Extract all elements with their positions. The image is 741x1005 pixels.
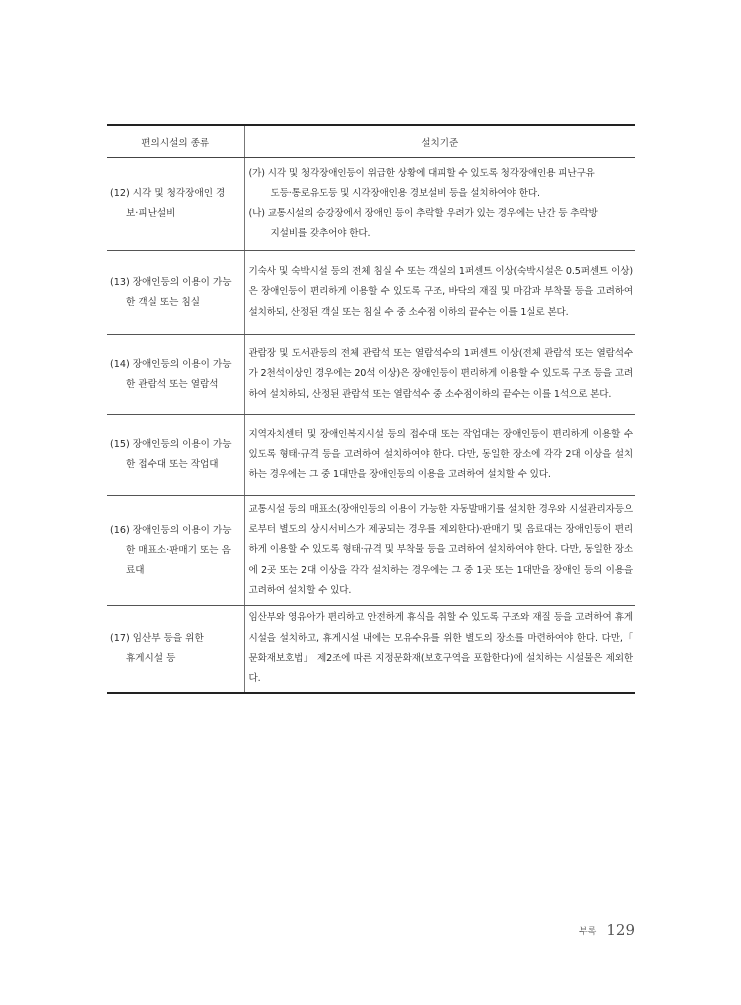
facility-name-line: (13) 장애인등의 이용이 가능	[110, 276, 232, 288]
table-row	[107, 251, 635, 335]
facility-name-line: 한 매표소·판매기 또는 음	[126, 544, 231, 556]
standard-item-line: (가) 시각 및 청각장애인등이 위급한 상황에 대피할 수 있도록 청각장애인용 피난구유	[248, 167, 595, 179]
facility-name-line: 휴게시설 등	[126, 652, 176, 664]
standard-item-line: 지설비를 갖추어야 한다.	[270, 228, 371, 240]
facility-name	[109, 435, 242, 475]
facility-standards-table	[107, 124, 635, 694]
page-footer	[579, 920, 635, 940]
facility-name-line: (15) 장애인등의 이용이 가능	[110, 439, 232, 450]
standard-item-line: 도등·통로유도등 및 시각장애인용 경보설비 등을 설치하여야 한다.	[270, 187, 540, 199]
standard-item	[249, 204, 634, 244]
facility-name-line: (12) 시각 및 청각장애인 경	[110, 188, 226, 199]
facility-name	[109, 184, 242, 224]
facility-name-line: 한 관람석 또는 열람석	[126, 378, 219, 390]
header-installation-standard: 설치기준	[244, 125, 635, 158]
facility-name-line: 한 접수대 또는 작업대	[126, 459, 219, 470]
appendix-label: 부록	[578, 926, 597, 937]
standard-cell: 관람장 및 도서관등의 전체 관람석 또는 열람석수의 1퍼센트 이상(전체 관람석 또는 열람석수가 2천석이상인 경우에는 20석 이상)은 장애인등이 편리하게 이용할 수 있도록 구조 등을 고려하여 설치하되, 산정된 관람석 또는 열람석수 중 소수점이하의 끝수는 이를 1석으로 본다.	[244, 335, 635, 415]
standard-item	[249, 164, 634, 204]
header-facility-type: 편의시설의 종류	[107, 125, 244, 158]
facility-type-cell	[107, 335, 244, 415]
standard-item-line: (나) 교통시설의 승강장에서 장애인 등이 추락할 우려가 있는 경우에는 난간 등 추락방	[248, 208, 598, 219]
table-row	[107, 606, 635, 693]
facility-name-line: (17) 임산부 등을 위한	[110, 632, 204, 644]
standard-cell: 기숙사 및 숙박시설 등의 전체 침실 수 또는 객실의 1퍼센트 이상(숙박시설은 0.5퍼센트 이상)은 장애인등이 편리하게 이용할 수 있도록 구조, 바닥의 재질 및 마감과 부착물 등을 고려하여 설치하되, 산정된 객실 또는 침실 수 중 소수점 이하의 끝수는 이를 1실로 본다.	[244, 251, 635, 335]
table-row	[107, 496, 635, 606]
facility-name-line: 료대	[126, 564, 145, 576]
standard-cell: 지역자치센터 및 장애인복지시설 등의 접수대 또는 작업대는 장애인등이 편리하게 이용할 수 있도록 형태·규격 등을 고려하여 설치하여야 한다. 다만, 동일한 장소에 각각 2대 이상을 설치하는 경우에는 그 중 1대만을 장애인등의 이용을 고려하여 설치할 수 있다.	[244, 415, 635, 496]
page-number: 129	[606, 921, 635, 939]
facility-type-cell	[107, 606, 244, 693]
facility-name	[109, 629, 242, 669]
facility-type-cell	[107, 415, 244, 496]
standard-cell: 교통시설 등의 매표소(장애인등의 이용이 가능한 자동발매기를 설치한 경우와 시설관리자등으로부터 별도의 상시서비스가 제공되는 경우를 제외한다)·판매기 및 음료대는 장애인등이 편리하게 이용할 수 있도록 형태·규격 및 부착물 등을 고려하여 설치하여야 한다. 다만, 동일한 장소에 2곳 또는 2대 이상을 각각 설치하는 경우에는 그 중 1곳 또는 1대만을 장애인 등의 이용을 고려하여 설치할 수 있다.	[244, 496, 635, 606]
facility-name	[109, 273, 242, 313]
table-header-row	[107, 125, 635, 158]
facility-type-cell	[107, 158, 244, 251]
facility-name	[109, 355, 242, 395]
facility-name-line: (16) 장애인등의 이용이 가능	[110, 524, 232, 536]
facility-name-line: 보·피난설비	[126, 208, 176, 219]
table-row	[107, 335, 635, 415]
standard-cell	[244, 158, 635, 251]
facility-type-cell	[107, 251, 244, 335]
table-row	[107, 415, 635, 496]
facility-name-line: 한 객실 또는 침실	[126, 296, 201, 308]
facility-type-cell	[107, 496, 244, 606]
facility-name	[109, 521, 242, 581]
table-row	[107, 158, 635, 251]
facility-name-line: (14) 장애인등의 이용이 가능	[110, 358, 232, 370]
standard-cell: 임산부와 영유아가 편리하고 안전하게 휴식을 취할 수 있도록 구조와 재질 등을 고려하여 휴게시설을 설치하고, 휴게시설 내에는 모유수유를 위한 별도의 장소를 마련하여야 한다. 다만,「 문화재보호법」 제2조에 따른 지정문화재(보호구역을 포함한다)에 설치하는 시설물은 제외한다.	[244, 606, 635, 693]
